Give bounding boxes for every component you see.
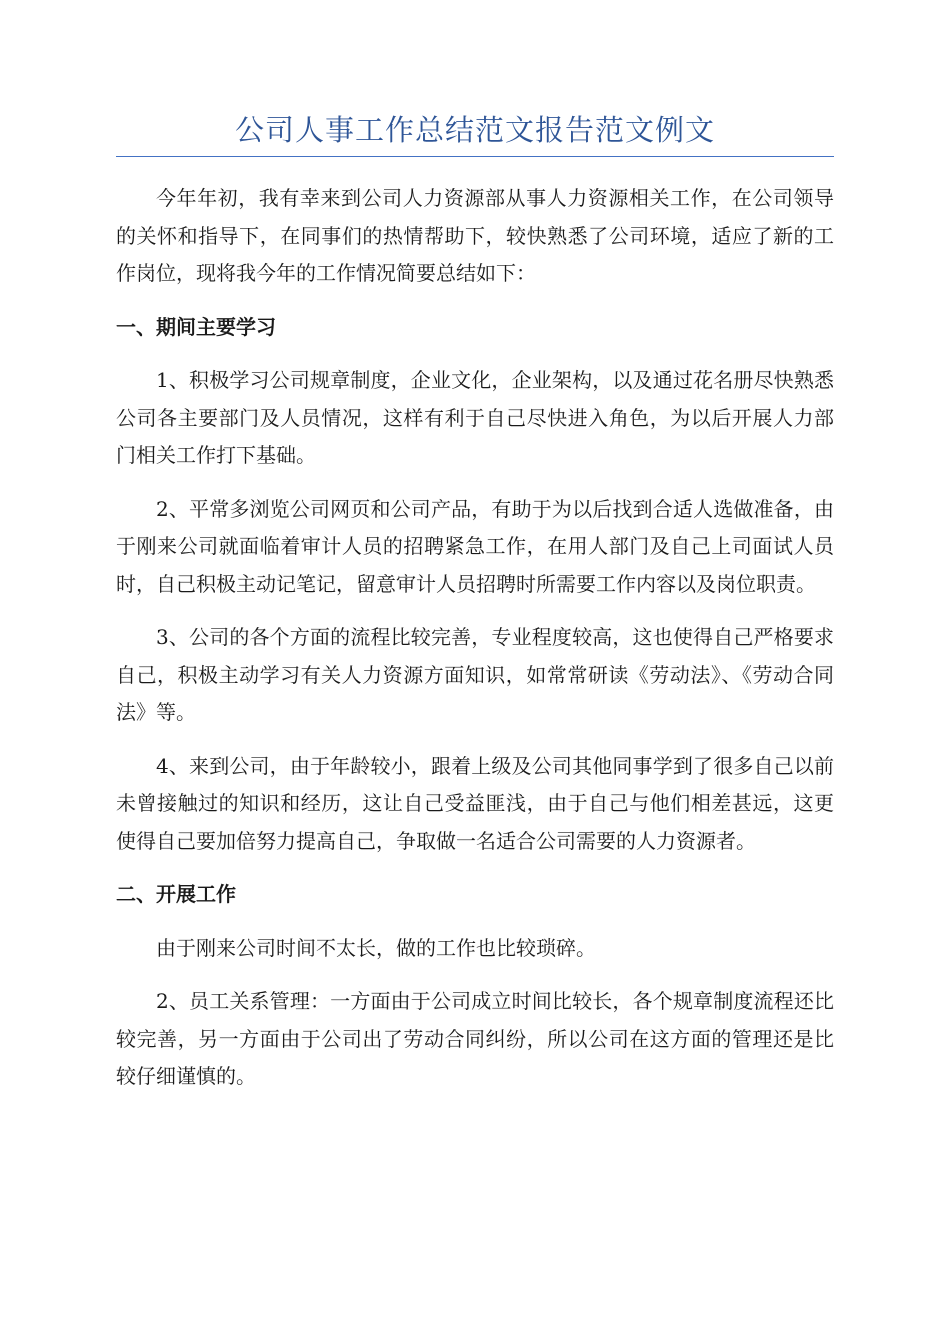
spacer bbox=[116, 914, 834, 930]
spacer bbox=[116, 732, 834, 748]
section-heading-study: 一、期间主要学习 bbox=[116, 314, 276, 339]
study-paragraph-3: 3、公司的各个方面的流程比较完善，专业程度较高，这也使得自己严格要求自己，积极主动学习有关人力资源方面知识，如常常研读《劳动法》、《劳动合同法》等。 bbox=[116, 625, 834, 724]
spacer bbox=[116, 293, 834, 309]
study-paragraph-4: 4、来到公司，由于年龄较小，跟着上级及公司其他同事学到了很多自己以前未曾接触过的知识和经历，这让自己受益匪浅，由于自己与他们相差甚远，这更使得自己要加倍努力提高自己，争取做一名适合公司需要的人力资源者。 bbox=[116, 753, 834, 853]
spacer bbox=[116, 603, 834, 619]
section-heading-work: 二、开展工作 bbox=[116, 882, 236, 906]
spacer bbox=[116, 157, 834, 180]
document-title: 公司人事工作总结范文报告范文例文 bbox=[116, 108, 834, 157]
intro-paragraph: 今年年初，我有幸来到公司人力资源部从事人力资源相关工作，在公司领导的关怀和指导下，在同事们的热情帮助下，较快熟悉了公司环境，适应了新的工作岗位，现将我今年的工作情况简要总结如下： bbox=[116, 186, 834, 285]
spacer bbox=[116, 967, 834, 983]
work-paragraph-2: 2、员工关系管理：一方面由于公司成立时间比较长，各个规章制度流程还比较完善，另一方面由于公司出了劳动合同纠纷，所以公司在这方面的管理还是比较仔细谨慎的。 bbox=[116, 989, 834, 1088]
spacer bbox=[116, 860, 834, 876]
document-page bbox=[116, 108, 834, 1096]
spacer bbox=[116, 475, 834, 491]
study-paragraph-2: 2、平常多浏览公司网页和公司产品，有助于为以后找到合适人选做准备，由于刚来公司就面临着审计人员的招聘紧急工作，在用人部门及自己上司面试人员时，自己积极主动记笔记，留意审计人员招聘时所需要工作内容以及岗位职责。 bbox=[116, 496, 834, 596]
work-paragraph-1: 由于刚来公司时间不太长，做的工作也比较琐碎。 bbox=[156, 935, 596, 960]
spacer bbox=[116, 346, 834, 362]
study-paragraph-1: 1、积极学习公司规章制度，企业文化，企业架构，以及通过花名册尽快熟悉公司各主要部门及人员情况，这样有利于自己尽快进入角色，为以后开展人力部门相关工作打下基础。 bbox=[116, 368, 834, 467]
